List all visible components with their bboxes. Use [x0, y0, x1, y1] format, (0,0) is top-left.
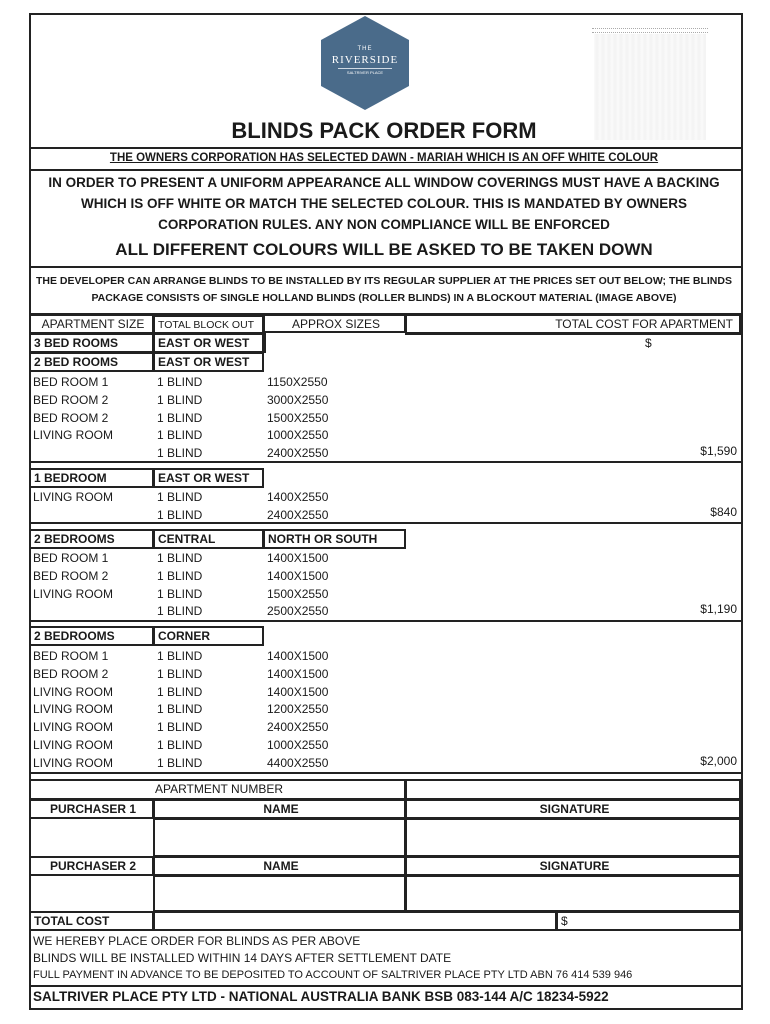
total-cost-label: TOTAL COST — [29, 911, 154, 931]
blind-qty: 1 BLIND — [157, 684, 203, 699]
orient-b: EAST OR WEST — [153, 468, 264, 488]
room-label: BED ROOM 2 — [33, 666, 109, 681]
blind-size: 1400X1500 — [267, 666, 329, 681]
blind-qty: 1 BLIND — [157, 446, 203, 461]
apartment-number-label: APARTMENT NUMBER — [29, 779, 406, 800]
room-label: LIVING ROOM — [33, 702, 114, 717]
blind-qty: 1 BLIND — [157, 649, 203, 663]
owners-note: THE OWNERS CORPORATION HAS SELECTED DAWN - MARIAH WHICH IS AN OFF WHITE COLOUR — [109, 152, 659, 164]
total-cost-field[interactable] — [153, 911, 557, 931]
total-b: $840 — [710, 505, 737, 519]
col-apartment-size: APARTMENT SIZE — [29, 314, 154, 334]
blind-qty: 1 BLIND — [157, 490, 203, 504]
purchaser-2-label: PURCHASER 2 — [29, 856, 154, 876]
room-label: LIVING ROOM — [33, 684, 114, 699]
facing-c: NORTH OR SOUTH — [263, 529, 406, 549]
blind-size: 4400X2550 — [267, 755, 329, 770]
size-2-bed-corner: 2 BEDROOMS — [29, 626, 154, 646]
riverside-logo — [318, 14, 412, 112]
uniform-note-1: IN ORDER TO PRESENT A UNIFORM APPEARANCE ALL WINDOW COVERINGS MUST HAVE A BACKING — [48, 175, 720, 190]
size-1-bed: 1 BEDROOM — [29, 468, 154, 488]
size-2-bed: 2 BED ROOMS — [29, 352, 154, 372]
blind-roller — [592, 28, 708, 33]
logo-line3: SALTRIVER PLACE — [346, 70, 384, 75]
col-approx-sizes: APPROX SIZES — [263, 314, 406, 333]
blind-size: 1000X2550 — [267, 738, 329, 752]
blind-qty: 1 BLIND — [157, 604, 203, 619]
blind-qty: 1 BLIND — [157, 586, 203, 601]
bank-details: SALTRIVER PLACE PTY LTD - NATIONAL AUSTRALIA BANK BSB 083-144 A/C 18234-5922 — [33, 989, 609, 1004]
blind-size: 1150X2550 — [267, 375, 328, 389]
blind-size: 2400X2550 — [267, 507, 329, 522]
blind-qty: 1 BLIND — [157, 755, 203, 770]
orient-d: CORNER — [153, 626, 264, 646]
blind-size: 1400X1500 — [267, 568, 329, 583]
colour-warning: ALL DIFFERENT COLOURS WILL BE ASKED TO BE TAKEN DOWN — [115, 240, 653, 259]
blind-size: 1500X2550 — [267, 586, 329, 601]
logo-line1: THE — [357, 46, 373, 52]
room-label: LIVING ROOM — [33, 755, 114, 770]
page-title: BLINDS PACK ORDER FORM — [231, 118, 537, 143]
total-d: $2,000 — [700, 754, 737, 768]
room-label: LIVING ROOM — [33, 490, 114, 504]
total-cost-amount-field[interactable]: $ — [556, 911, 741, 931]
blind-qty: 1 BLIND — [157, 428, 203, 443]
blind-size: 1400X1500 — [267, 684, 329, 699]
orient-a1: EAST OR WEST — [153, 333, 264, 353]
room-label: BED ROOM 1 — [33, 551, 109, 565]
total-c: $1,190 — [700, 602, 737, 616]
room-label: LIVING ROOM — [33, 720, 114, 735]
purchaser-1-signature-header: SIGNATURE — [405, 799, 741, 819]
blind-size: 1500X2550 — [267, 410, 329, 425]
purchaser-2-name-header: NAME — [153, 856, 406, 876]
purchaser-1-signature-field[interactable] — [405, 818, 741, 857]
room-label: LIVING ROOM — [33, 586, 114, 601]
room-label: BED ROOM 1 — [33, 375, 109, 389]
blind-qty: 1 BLIND — [157, 375, 203, 389]
purchaser-1-label: PURCHASER 1 — [29, 799, 154, 819]
uniform-note-3: CORPORATION RULES. ANY NON COMPLIANCE WILL BE ENFORCED — [158, 217, 610, 232]
blind-size: 1400X2550 — [267, 490, 329, 504]
footer-line-3: FULL PAYMENT IN ADVANCE TO BE DEPOSITED TO ACCOUNT OF SALTRIVER PLACE PTY LTD ABN 76 414 539 946 — [33, 969, 633, 981]
blind-qty: 1 BLIND — [157, 392, 203, 407]
blind-qty: 1 BLIND — [157, 666, 203, 681]
purchaser-2-signature-field[interactable] — [405, 875, 741, 912]
blind-qty: 1 BLIND — [157, 738, 203, 752]
blind-size: 2400X2550 — [267, 446, 329, 461]
blind-qty: 1 BLIND — [157, 507, 203, 522]
purchaser-2-name-field[interactable] — [153, 875, 406, 912]
orient-a2: EAST OR WEST — [153, 352, 264, 372]
blind-size: 3000X2550 — [267, 392, 329, 407]
room-label: LIVING ROOM — [33, 428, 114, 443]
footer-line-1: WE HEREBY PLACE ORDER FOR BLINDS AS PER ABOVE — [33, 934, 361, 948]
purchaser-1-name-field[interactable] — [153, 818, 406, 857]
cost-3-bed: $ — [645, 336, 652, 350]
room-label: BED ROOM 2 — [33, 568, 109, 583]
blind-size: 2400X2550 — [267, 720, 329, 735]
size-3-bed: 3 BED ROOMS — [29, 333, 154, 353]
col-total-block-out: TOTAL BLOCK OUT — [153, 315, 264, 334]
blind-size: 1400X1500 — [267, 649, 329, 663]
purchaser-2-signature-header: SIGNATURE — [405, 856, 741, 876]
blind-qty: 1 BLIND — [157, 551, 203, 565]
blind-qty: 1 BLIND — [157, 410, 203, 425]
blind-qty: 1 BLIND — [157, 702, 203, 717]
blind-qty: 1 BLIND — [157, 568, 203, 583]
developer-note-1: THE DEVELOPER CAN ARRANGE BLINDS TO BE INSTALLED BY ITS REGULAR SUPPLIER AT THE PRICES SET OUT BELOW; THE BLINDS — [36, 275, 732, 287]
orient-c: CENTRAL — [153, 529, 264, 549]
size-2-bed-central: 2 BEDROOMS — [29, 529, 154, 549]
blind-size: 2500X2550 — [267, 604, 329, 619]
room-label: BED ROOM 1 — [33, 649, 109, 663]
logo-line2: RIVERSIDE — [331, 54, 399, 66]
apartment-number-field[interactable] — [405, 779, 741, 800]
footer-line-2: BLINDS WILL BE INSTALLED WITHIN 14 DAYS AFTER SETTLEMENT DATE — [33, 951, 452, 965]
developer-note-2: PACKAGE CONSISTS OF SINGLE HOLLAND BLINDS (ROLLER BLINDS) IN A BLOCKOUT MATERIAL (IMAGE ABOVE) — [91, 292, 677, 304]
room-label: LIVING ROOM — [33, 738, 114, 752]
total-a: $1,590 — [700, 444, 737, 458]
blind-size: 1200X2550 — [267, 702, 329, 717]
blind-size: 1400X1500 — [267, 551, 329, 565]
col-total-cost: TOTAL COST FOR APARTMENT — [405, 314, 741, 334]
purchaser-1-name-header: NAME — [153, 799, 406, 819]
blind-qty: 1 BLIND — [157, 720, 203, 735]
uniform-note-2: WHICH IS OFF WHITE OR MATCH THE SELECTED COLOUR. THIS IS MANDATED BY OWNERS — [81, 196, 687, 211]
room-label: BED ROOM 2 — [33, 410, 109, 425]
blind-size: 1000X2550 — [267, 428, 329, 443]
room-label: BED ROOM 2 — [33, 392, 109, 407]
